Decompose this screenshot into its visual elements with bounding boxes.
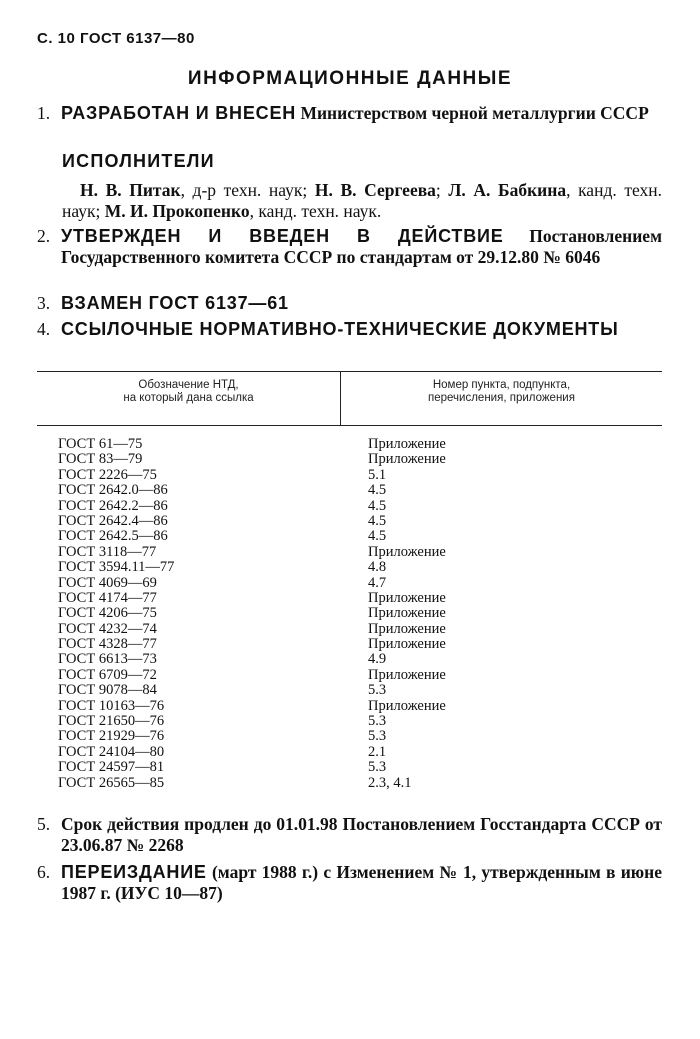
section-heading: ПЕРЕИЗДАНИЕ — [61, 862, 207, 882]
doc-cell: ГОСТ 6613—73 — [58, 651, 157, 668]
ref-cell: Приложение — [368, 666, 446, 683]
ref-cell: 4.5 — [368, 528, 387, 545]
doc-cell: ГОСТ 10163—76 — [58, 697, 165, 714]
page-title: ИНФОРМАЦИОННЫЕ ДАННЫЕ — [187, 68, 513, 89]
table-row — [37, 714, 662, 729]
section-heading: УТВЕРЖДЕН И ВВЕДЕН В ДЕЙСТВИЕ — [61, 226, 504, 246]
performer-rank: , канд. техн. наук; — [62, 180, 662, 221]
performers-list — [62, 180, 662, 222]
table-row — [37, 576, 662, 591]
performer-rank: , канд. техн. наук. — [249, 201, 382, 221]
section-6 — [37, 862, 662, 904]
doc-cell: ГОСТ 26565—85 — [58, 774, 165, 791]
doc-cell: ГОСТ 83—79 — [58, 451, 143, 468]
ref-cell: Приложение — [368, 436, 446, 452]
ref-cell: 5.3 — [368, 713, 387, 730]
table-row — [37, 591, 662, 606]
doc-cell: ГОСТ 2642.4—86 — [58, 512, 168, 529]
section-4 — [37, 319, 662, 340]
section-2 — [37, 226, 662, 268]
table-row — [37, 760, 662, 775]
table-row — [37, 529, 662, 544]
section-5 — [37, 814, 662, 856]
ref-cell: 4.8 — [368, 559, 387, 576]
column-header-document — [37, 379, 340, 405]
ref-cell: Приложение — [368, 636, 446, 653]
table-row — [37, 468, 662, 483]
ref-cell: 4.5 — [368, 497, 387, 514]
header-line: Номер пункта, подпункта, — [432, 379, 571, 391]
ref-cell: 5.3 — [368, 682, 387, 699]
doc-cell: ГОСТ 3118—77 — [58, 543, 157, 560]
doc-cell: ГОСТ 24104—80 — [58, 743, 165, 760]
table-row — [37, 652, 662, 667]
doc-cell: ГОСТ 4206—75 — [58, 605, 157, 622]
table-row — [37, 560, 662, 575]
ref-cell: Приложение — [368, 543, 446, 560]
table-row — [37, 499, 662, 514]
table-row — [37, 776, 662, 791]
ref-cell: 4.5 — [368, 512, 387, 529]
performers-heading: ИСПОЛНИТЕЛИ — [62, 151, 215, 171]
table-row — [37, 729, 662, 744]
doc-cell: ГОСТ 4232—74 — [58, 620, 157, 637]
section-number: 3. — [37, 293, 51, 313]
section-number: 1. — [37, 103, 51, 123]
doc-cell: ГОСТ 2642.0—86 — [58, 482, 168, 499]
doc-cell: ГОСТ 2226—75 — [58, 466, 157, 483]
section-3 — [37, 293, 662, 314]
table-row — [37, 452, 662, 467]
column-header-reference — [341, 379, 662, 405]
ref-cell: 4.9 — [368, 651, 387, 668]
section-number: 6. — [37, 862, 51, 882]
ref-cell: 2.3, 4.1 — [368, 774, 412, 791]
table-row — [37, 683, 662, 698]
performer-name: Н. В. Сергеева — [314, 180, 436, 200]
table-row — [37, 745, 662, 760]
doc-cell: ГОСТ 4069—69 — [58, 574, 157, 591]
doc-cell: ГОСТ 21650—76 — [58, 713, 165, 730]
section-text: Постановлением Государственного комитета СССР по стандартам — [61, 226, 662, 267]
references-table — [37, 371, 662, 802]
ref-cell: 5.3 — [368, 759, 387, 776]
section-number: 2. — [37, 226, 51, 246]
ref-cell: Приложение — [368, 589, 446, 606]
performer-sep: ; — [435, 180, 449, 200]
section-1 — [37, 103, 662, 124]
section-date: от 29.12.80 № 6046 — [451, 247, 601, 267]
ref-cell: 4.7 — [368, 574, 387, 591]
performer-name: Л. А. Бабкина — [448, 180, 567, 200]
doc-cell: ГОСТ 24597—81 — [58, 759, 165, 776]
section-number: 4. — [37, 319, 51, 339]
ref-cell: 5.1 — [368, 466, 387, 483]
doc-cell: ГОСТ 61—75 — [58, 436, 143, 452]
section-heading: ССЫЛОЧНЫЕ НОРМАТИВНО-ТЕХНИЧЕСКИЕ ДОКУМЕНТЫ — [61, 319, 619, 339]
ref-cell: Приложение — [368, 451, 446, 468]
doc-cell: ГОСТ 2642.2—86 — [58, 497, 168, 514]
header-line: на который дана ссылка — [123, 392, 254, 404]
ref-cell: 5.3 — [368, 728, 387, 745]
table-row — [37, 668, 662, 683]
doc-cell: ГОСТ 6709—72 — [58, 666, 157, 683]
table-row — [37, 637, 662, 652]
page-header: С. 10 ГОСТ 6137—80 — [37, 30, 195, 47]
header-line: Обозначение НТД, — [138, 379, 239, 391]
section-heading: ВЗАМЕН ГОСТ 6137—61 — [61, 293, 289, 313]
table-row — [37, 606, 662, 621]
performer-rank: , д-р техн. наук; — [180, 180, 315, 200]
header-line: перечисления, приложения — [428, 392, 575, 404]
section-heading: РАЗРАБОТАН И ВНЕСЕН — [61, 103, 297, 123]
ref-cell: Приложение — [368, 620, 446, 637]
performer-name: М. И. Прокопенко — [104, 201, 250, 221]
doc-cell: ГОСТ 4328—77 — [58, 636, 157, 653]
doc-cell: ГОСТ 9078—84 — [58, 682, 157, 699]
table-row — [37, 514, 662, 529]
ref-cell: 2.1 — [368, 743, 387, 760]
table-row — [37, 622, 662, 637]
section-number: 5. — [37, 814, 51, 834]
table-top-rule — [37, 371, 662, 372]
doc-cell: ГОСТ 21929—76 — [58, 728, 165, 745]
section-text: (март 1988 г.) с Изменением № 1, утвержденным в июне 1987 г. (ИУС 10—87) — [61, 862, 662, 903]
doc-cell: ГОСТ 3594.11—77 — [58, 559, 175, 576]
doc-cell: ГОСТ 4174—77 — [58, 589, 157, 606]
table-row — [37, 699, 662, 714]
table-row — [37, 545, 662, 560]
table-row — [37, 437, 662, 452]
ref-cell: Приложение — [368, 697, 446, 714]
table-body — [37, 437, 662, 791]
ref-cell: 4.5 — [368, 482, 387, 499]
section-text: Министерством черной металлургии СССР — [296, 103, 649, 123]
table-row — [37, 483, 662, 498]
ref-cell: Приложение — [368, 605, 446, 622]
table-header-rule — [37, 425, 662, 426]
performer-name: Н. В. Питак — [80, 180, 181, 200]
section-text: Срок действия продлен до 01.01.98 Постановлением Госстандарта СССР от 23.06.87 № 2268 — [61, 814, 662, 855]
doc-cell: ГОСТ 2642.5—86 — [58, 528, 168, 545]
